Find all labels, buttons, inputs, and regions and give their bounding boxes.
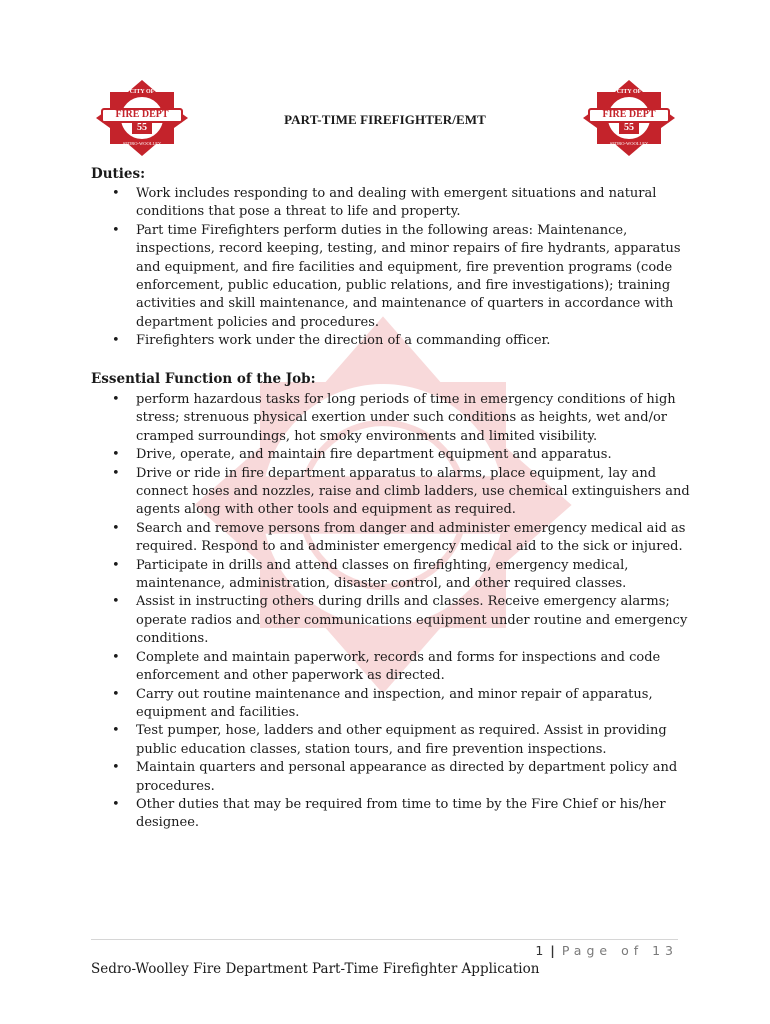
page-number-separator: | [550, 943, 555, 958]
list-item: • perform hazardous tasks for long periods of time in emergency conditions of high stress; strenuous physical exertion under such conditions as heights, wet and/or cramped surroundings, hot smoky environments and limited visibility. [112, 391, 692, 446]
list-item: • Complete and maintain paperwork, records and forms for inspections and code enforcement and other paperwork as directed. [112, 649, 692, 686]
logo-number: 55 [624, 122, 634, 133]
logo-bottom-text: SEDRO-WOOLLEY [609, 141, 649, 146]
list-item: • Part time Firefighters perform duties in the following areas: Maintenance, inspections, record keeping, testing, and minor repairs of fire hydrants, apparatus and equipment, and fire facilities and equipment, fire prevention programs (code enforcement, public education, public relations, and fire investigations); training activities and skill maintenance, and maintenance of quarters in accordance with department policies and procedures. [112, 222, 692, 332]
list-item: • Search and remove persons from danger and administer emergency medical aid as required. Respond to and administer emergency medical aid to the sick or injured. [112, 520, 692, 557]
logo-top-text: CITY OF [616, 89, 642, 95]
list-item: • Carry out routine maintenance and inspection, and minor repair of apparatus, equipment and facilities. [112, 686, 692, 723]
logo-number: 55 [137, 122, 147, 133]
footer-divider [91, 939, 678, 940]
list-item: • Drive, operate, and maintain fire department equipment and apparatus. [112, 446, 692, 464]
list-item: • Work includes responding to and dealing with emergent situations and natural conditions that pose a threat to life and property. [112, 185, 692, 222]
logo-main-text: FIRE DEPT [115, 109, 169, 120]
essential-function-heading: Essential Function of the Job: [91, 371, 316, 387]
page-number-label: Page of 13 [561, 943, 678, 958]
list-item: • Test pumper, hose, ladders and other equipment as required. Assist in providing public education classes, station tours, and fire prevention inspections. [112, 722, 692, 759]
page-number-value: 1 [535, 943, 544, 958]
list-item: • Other duties that may be required from time to time by the Fire Chief or his/her designee. [112, 796, 692, 833]
logo-bottom-text: SEDRO-WOOLLEY [122, 141, 162, 146]
document-title: PART-TIME FIREFIGHTER/EMT [284, 112, 486, 127]
essential-function-list [112, 391, 692, 833]
list-item: • Participate in drills and attend classes on firefighting, emergency medical, maintenance, administration, disaster control, and other required classes. [112, 557, 692, 594]
list-item: • Maintain quarters and personal appearance as directed by department policy and procedures. [112, 759, 692, 796]
duties-heading: Duties: [91, 166, 146, 182]
duties-list [112, 185, 692, 351]
list-item: • Firefighters work under the direction of a commanding officer. [112, 332, 692, 350]
list-item: • Drive or ride in fire department apparatus to alarms, place equipment, lay and connect hoses and nozzles, raise and climb ladders, use chemical extinguishers and agents along with other tools and equipment as required. [112, 465, 692, 520]
list-item: • Assist in instructing others during drills and classes. Receive emergency alarms; operate radios and other communications equipment under routine and emergency conditions. [112, 593, 692, 648]
logo-top-text: CITY OF [129, 89, 155, 95]
page-number [535, 943, 678, 958]
logo-main-text: FIRE DEPT [602, 109, 656, 120]
footer-text: Sedro-Woolley Fire Department Part-Time Firefighter Application [91, 961, 540, 977]
